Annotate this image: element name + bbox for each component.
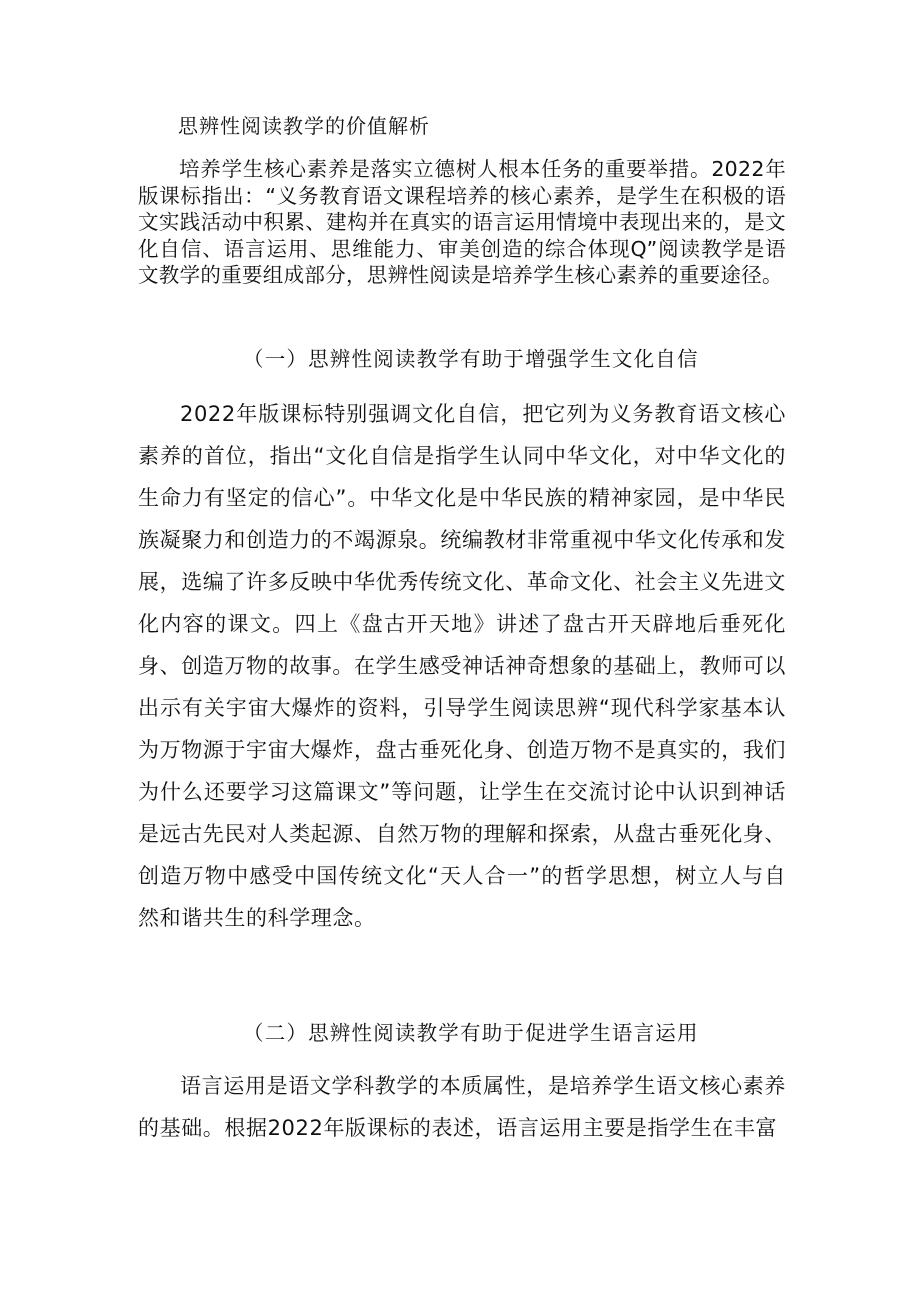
section-heading-language: （二）思辨性阅读教学有助于促进学生语言运用 <box>243 1021 699 1045</box>
intro-paragraph: 培养学生核心素养是落实立德树人根本任务的重要举措。2022年版课标指出：“义务教育语文课程培养的核心素养，是学生在积极的语文实践活动中积累、建构并在真实的语言运用情境中表现出来的，是文化自信、语言运用、思维能力、审美创造的综合体现Q”阅读教学是语文教学的重要组成部分，思辨性阅读是培养学生核心素养的重要途径。 <box>138 157 786 288</box>
document-title: 思辨性阅读教学的价值解析 <box>178 114 430 138</box>
section-paragraph-language: 语言运用是语文学科教学的本质属性，是培养学生语文核心素养的基础。根据2022年版课标的表述，语言运用主要是指学生在丰富 <box>138 1074 786 1140</box>
section-heading-culture: （一）思辨性阅读教学有助于增强学生文化自信 <box>243 347 699 371</box>
section-paragraph-culture: 2022年版课标特别强调文化自信，把它列为义务教育语文核心素养的首位，指出“文化自信是指学生认同中华文化，对中华文化的生命力有坚定的信心”。中华文化是中华民族的精神家园，是中华民族凝聚力和创造力的不竭源泉。统编教材非常重视中华文化传承和发展，选编了许多反映中华优秀传统文化、革命文化、社会主义先进文化内容的课文。四上《盘古开天地》讲述了盘古开天辟地后垂死化身、创造万物的故事。在学生感受神话神奇想象的基础上，教师可以出示有关宇宙大爆炸的资料，引导学生阅读思辨“现代科学家基本认为万物源于宇宙大爆炸，盘古垂死化身、创造万物不是真实的，我们为什么还要学习这篇课文”等问题，让学生在交流讨论中认识到神话是远古先民对人类起源、自然万物的理解和探索，从盘古垂死化身、创造万物中感受中国传统文化“天人合一”的哲学思想，树立人与自然和谐共生的科学理念。 <box>138 402 786 930</box>
